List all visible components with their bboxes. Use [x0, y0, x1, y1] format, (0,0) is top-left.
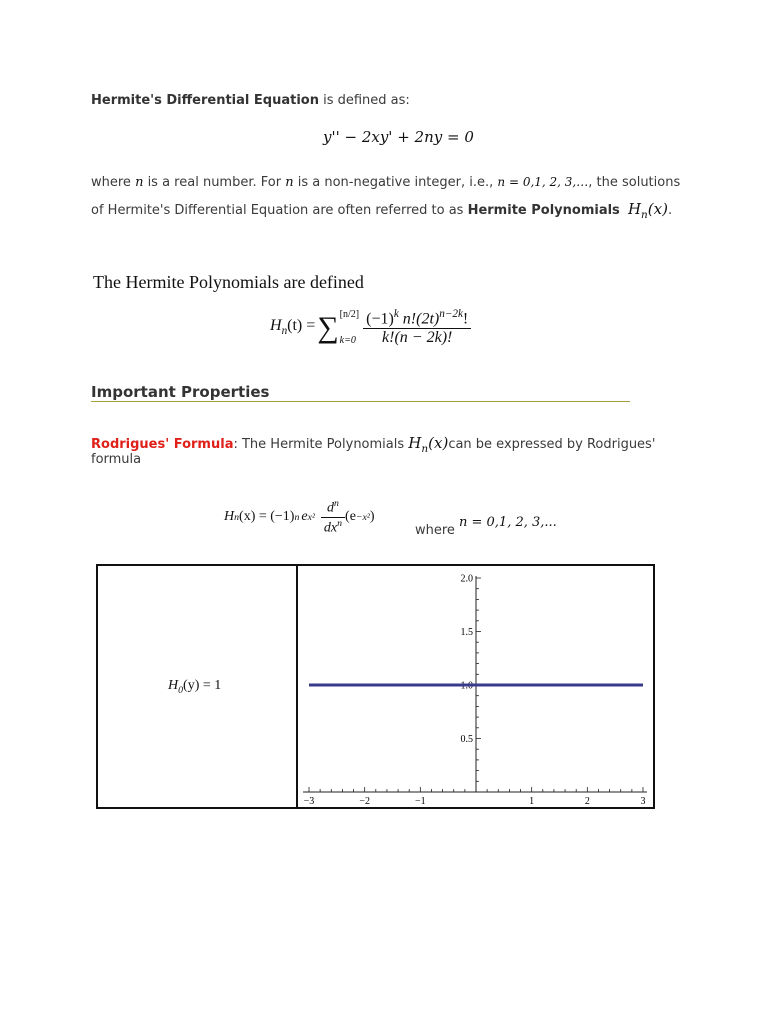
math-n: n — [285, 175, 294, 190]
properties-heading: Important Properties — [91, 383, 270, 401]
hermite-polynomials-bold: Hermite Polynomials — [467, 203, 620, 218]
intro-line-3: of Hermite's Differential Equation are often referred to as Hermite Polynomials $H_n(x)$. — [91, 200, 673, 221]
intro-heading-rest: is defined as: — [318, 93, 410, 108]
def-fraction — [363, 308, 471, 347]
sum-lower: k=0 — [339, 334, 356, 346]
y-tick-label: 1.0 — [460, 680, 473, 692]
y-tick-label: 1.5 — [460, 627, 473, 638]
x-tick-label: 1 — [529, 796, 535, 807]
rodrigues-line-1: Rodrigues' Formula: The Hermite Polynomials $H_n(x)can$ be expressed by Rodrigues' — [91, 434, 656, 455]
y-tick-label: 0.5 — [460, 734, 473, 745]
math-hn-x: $H_n(x)$ — [627, 200, 668, 221]
intro-heading-bold: Hermite's Differential Equation — [91, 93, 319, 108]
intro-line-2: where n is a real number. For n is a non-negative integer, i.e., n = 0,1, 2, 3,…, the solutions — [91, 175, 681, 190]
rodrigues-line-2: formula — [91, 452, 142, 467]
y-tick-label: 2.0 — [460, 573, 473, 585]
def-numerator: $(-1)^k$ $n!(2t)^{n-2k}$! — [363, 308, 471, 329]
definition-title: The Hermite Polynomials are defined — [93, 272, 364, 292]
chart-ticks — [304, 574, 646, 808]
definition-formula — [270, 300, 471, 355]
def-lhs: $H_n(t)$ = — [270, 317, 316, 338]
intro-line-1 — [91, 92, 410, 110]
where-label: where — [415, 523, 455, 538]
x-tick-label: −3 — [303, 796, 315, 807]
where-set: n = 0,1, 2, 3,... — [459, 515, 557, 530]
summation — [317, 302, 359, 354]
math-n-set: n = 0,1, 2, 3,… — [497, 175, 589, 189]
sum-sign: ∑ — [317, 310, 339, 344]
rodrigues-label: Rodrigues' Formula — [91, 437, 234, 452]
h0-chart — [297, 566, 653, 807]
rodrigues-fraction: $\frac{d^n}{dx^n}$ — [321, 498, 345, 536]
math-hn-x: $H_n(x)$ — [408, 434, 449, 455]
x-tick-label: −2 — [359, 796, 370, 807]
x-tick-label: 2 — [584, 796, 590, 807]
math-n: n — [135, 175, 144, 190]
hermite-equation: y'' − 2xy' + 2ny = 0 — [323, 128, 474, 146]
def-denominator: k!(n − 2k)! — [382, 329, 453, 347]
x-tick-label: −1 — [415, 796, 426, 807]
x-tick-label: 3 — [640, 796, 646, 807]
h0-formula: $H_0(y) = 1$ — [168, 678, 222, 696]
heading-underline — [91, 401, 630, 402]
sum-upper: [n/2] — [339, 308, 360, 320]
rodrigues-formula: H n (x) = (−1) n e x² $\frac{d^n}{dx^n}$ (e −x² ) — [224, 497, 375, 536]
